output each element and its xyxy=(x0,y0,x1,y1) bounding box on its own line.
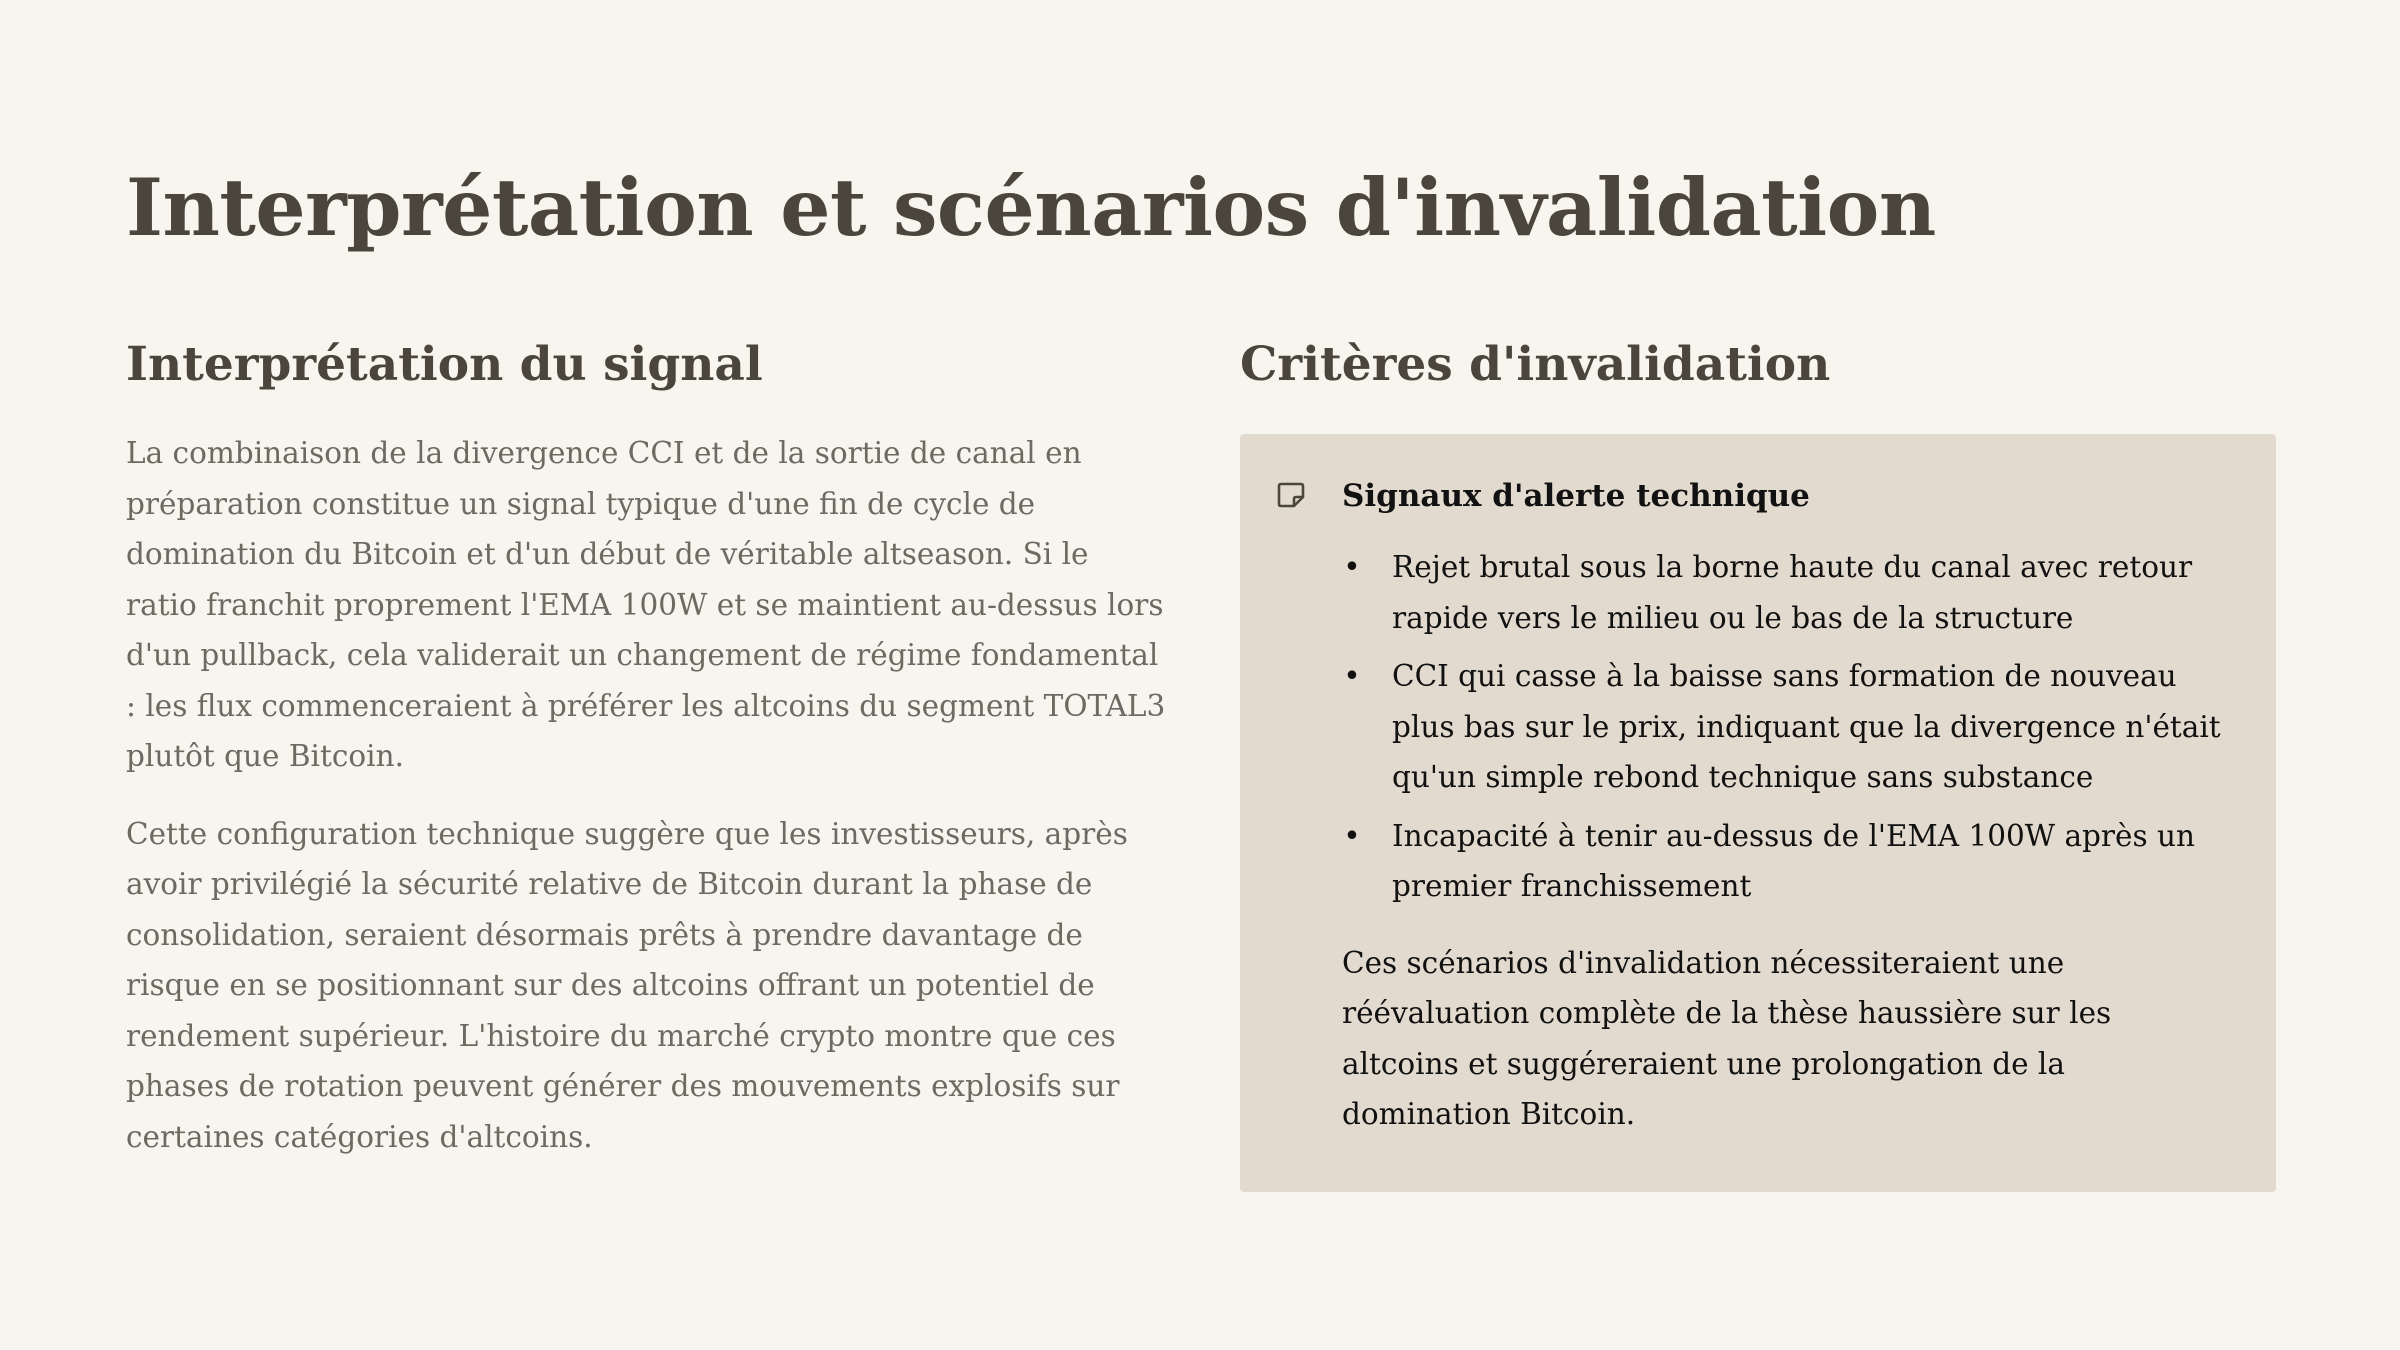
interpretation-paragraph-1: La combinaison de la divergence CCI et de la sortie de canal en préparation constitue un signal typique d'une fin de cycle de domination du Bitcoin et d'un début de véritable altseason. Si le ratio franchit proprement l'EMA 100W et se maintient au-dessus lors d'un pullback, cela validerait un changement de régime fondamental : les flux commenceraient à préférer les altcoins du segment TOTAL3 plutôt que Bitcoin. xyxy=(126,436,1166,773)
invalidation-criteria-section xyxy=(1240,330,2276,1192)
list-item-text: Rejet brutal sous la borne haute du canal avec retour rapide vers le milieu ou le bas de la structure xyxy=(1392,550,2193,635)
alert-callout xyxy=(1240,434,2276,1192)
alert-signals-list xyxy=(1342,542,2232,912)
section-heading-interpretation: Interprétation du signal xyxy=(126,337,763,392)
list-item-text: Incapacité à tenir au-dessus de l'EMA 100W après un premier franchissement xyxy=(1392,818,2195,903)
signal-interpretation-section xyxy=(126,330,1166,1162)
bullet-icon: • xyxy=(1343,818,1361,853)
list-item xyxy=(1342,542,2232,643)
list-item xyxy=(1342,651,2232,803)
interpretation-paragraph-2: Cette configuration technique suggère que les investisseurs, après avoir privilégié la sécurité relative de Bitcoin durant la phase de consolidation, seraient désormais prêts à prendre davantage de risque en se positionnant sur des altcoins offrant un potentiel de rendement supérieur. L'histoire du marché crypto montre que ces phases de rotation peuvent générer des mouvements explosifs sur certaines catégories d'altcoins. xyxy=(126,816,1128,1154)
list-item-text: CCI qui casse à la baisse sans formation de nouveau plus bas sur le prix, indiquant que la divergence n'était qu'un simple rebond technique sans substance xyxy=(1392,659,2221,794)
callout-note: Ces scénarios d'invalidation nécessiteraient une réévaluation complète de la thèse haussière sur les altcoins et suggéreraient une prolongation de la domination Bitcoin. xyxy=(1342,945,2112,1131)
list-item xyxy=(1342,811,2232,912)
note-icon xyxy=(1276,480,1306,510)
bullet-icon: • xyxy=(1343,659,1361,693)
page-title: Interprétation et scénarios d'invalidation xyxy=(126,161,1936,254)
section-heading-invalidation: Critères d'invalidation xyxy=(1240,337,1831,392)
callout-title: Signaux d'alerte technique xyxy=(1342,478,1810,514)
bullet-icon: • xyxy=(1343,550,1361,584)
